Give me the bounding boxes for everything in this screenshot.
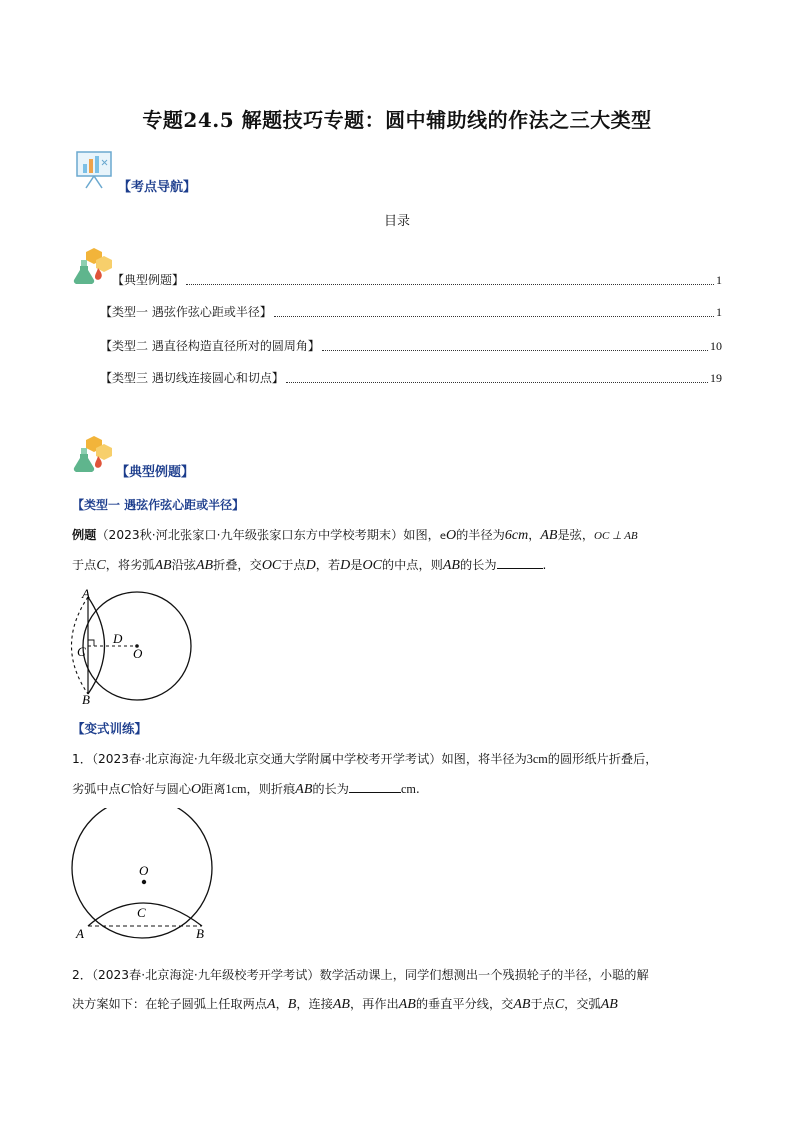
toc-leader <box>186 284 714 285</box>
toc-page: 1 <box>716 273 722 287</box>
example-label: 例题 <box>72 528 97 542</box>
q2-line-2: 决方案如下：在轮子圆弧上任取两点A，B，连接AB，再作出AB的垂直平分线，交AB于点C，交弧AB <box>72 997 618 1012</box>
label-c: C <box>137 905 146 920</box>
label-a: A <box>76 926 84 941</box>
toc-row-typical[interactable] <box>112 272 722 288</box>
fold-circle-diagram <box>60 584 200 710</box>
toc-label: 【类型二 遇直径构造直径所对的圆周角】 <box>100 339 320 353</box>
flask-icon <box>72 434 116 474</box>
toc-label: 【典型例题】 <box>112 273 185 287</box>
point-o <box>142 880 146 884</box>
section-heading: 【典型例题】 <box>116 465 195 480</box>
toc-row-type1[interactable] <box>100 304 722 320</box>
paper-fold-diagram <box>64 808 220 944</box>
toc-page: 10 <box>710 339 722 353</box>
q2-line-1: 2．（2023春·北京海淀·九年级校考开学考试）数学活动课上，同学们想测出一个残损轮子的半径，小聪的解 <box>72 968 649 982</box>
variant-heading: 【变式训练】 <box>72 721 148 736</box>
q1-line-2: 劣弧中点C恰好与圆心O距离1cm，则折痕AB的长为 cm. <box>72 782 420 797</box>
q1-line-1: 1．（2023春·北京海淀·九年级北京交通大学附属中学校考开学考试）如图，将半径为3cm的圆形纸片折叠后， <box>72 752 658 766</box>
toc-leader <box>286 382 708 383</box>
presentation-board-icon <box>74 148 116 190</box>
flask-icon <box>72 246 116 286</box>
toc-page: 19 <box>710 371 722 385</box>
toc-label: 【类型一 遇弦作弦心距或半径】 <box>100 305 272 319</box>
answer-blank[interactable] <box>497 556 543 569</box>
label-a: A <box>82 586 90 601</box>
toc-leader <box>322 350 708 351</box>
label-b: B <box>196 926 204 941</box>
label-o: O <box>133 646 143 661</box>
label-d: D <box>113 631 123 646</box>
label-b: B <box>82 692 90 707</box>
nav-heading: 【考点导航】 <box>118 180 197 195</box>
toc-page: 1 <box>716 305 722 319</box>
toc-row-type3[interactable] <box>100 370 722 386</box>
answer-blank[interactable] <box>349 780 401 793</box>
page-title: 专题24.5 解题技巧专题：圆中辅助线的作法之三大类型 <box>142 108 652 132</box>
toc-heading: 目录 <box>383 214 410 229</box>
label-o: O <box>139 863 149 878</box>
toc-row-type2[interactable] <box>100 338 722 354</box>
example-line-2: 于点C，将劣弧AB沿弦AB折叠，交OC于点D，若D是OC的中点，则AB的长为 . <box>72 558 547 573</box>
right-angle-mark <box>88 640 94 646</box>
toc-label: 【类型三 遇切线连接圆心和切点】 <box>100 371 284 385</box>
label-c: C <box>77 644 86 659</box>
toc-leader <box>274 316 714 317</box>
type1-heading: 【类型一 遇弦作弦心距或半径】 <box>72 498 245 512</box>
example-line-1: 例题（2023秋·河北张家口·九年级张家口东方中学校考期末）如图，eO的半径为6cm，AB是弦，OC ⊥ AB <box>72 528 638 543</box>
